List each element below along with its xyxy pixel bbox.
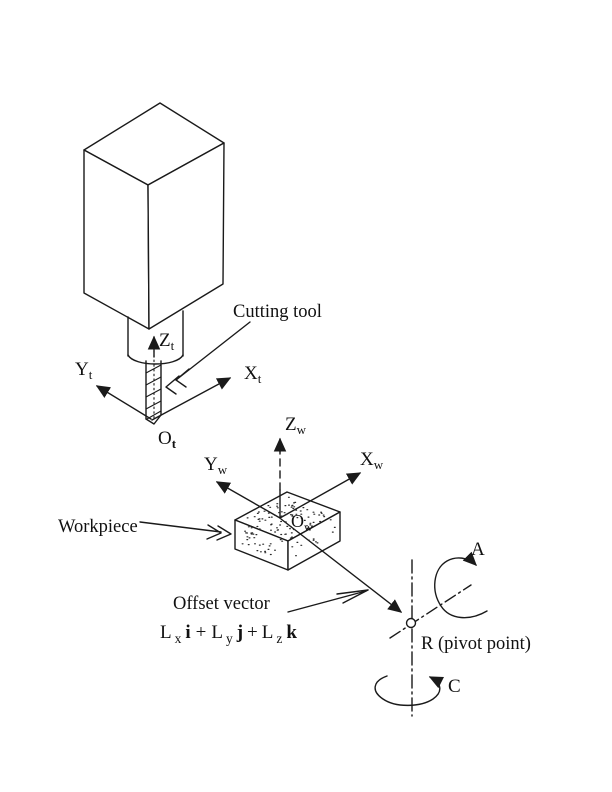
c-rotation-arc bbox=[375, 676, 440, 705]
tool-x-axis-label: $X_t$ bbox=[244, 363, 262, 386]
pivot-point-marker bbox=[407, 619, 416, 628]
collet-bottom-arc bbox=[128, 355, 183, 364]
tool-z-axis-label: $Z_t$ bbox=[159, 330, 175, 353]
a-rotation-label: A bbox=[471, 539, 485, 560]
cutting-tool-label: Cutting tool bbox=[233, 302, 322, 322]
tool-origin-label: $O_t$ bbox=[158, 428, 177, 451]
offset-vector-formula: L $_x$ i + L $_y$ j + L $_z$ k bbox=[160, 622, 297, 646]
work-z-axis-label: $Z_w$ bbox=[285, 414, 306, 437]
offset-leader-line bbox=[288, 591, 366, 612]
tool-y-axis-label: $Y_t$ bbox=[75, 359, 93, 382]
offset-vector-label: Offset vector bbox=[173, 594, 270, 614]
workpiece-leader-line bbox=[140, 522, 221, 532]
a-rotation-arc bbox=[435, 558, 487, 618]
workpiece-label: Workpiece bbox=[58, 517, 138, 537]
pivot-point-label: R (pivot point) bbox=[421, 634, 531, 654]
a-axis-centerline bbox=[390, 585, 471, 638]
work-y-axis-label: $Y_w$ bbox=[204, 454, 228, 477]
work-x-axis-label: $X_w$ bbox=[360, 449, 384, 472]
tool-x-axis-arrow bbox=[152, 378, 230, 420]
tool-y-axis-arrow bbox=[97, 386, 151, 419]
tool-shank-hatching bbox=[146, 365, 161, 419]
c-rotation-label: C bbox=[448, 676, 461, 697]
work-origin-label: $O_w$ bbox=[291, 511, 313, 534]
workpiece-leader-chevron-1 bbox=[217, 526, 231, 540]
